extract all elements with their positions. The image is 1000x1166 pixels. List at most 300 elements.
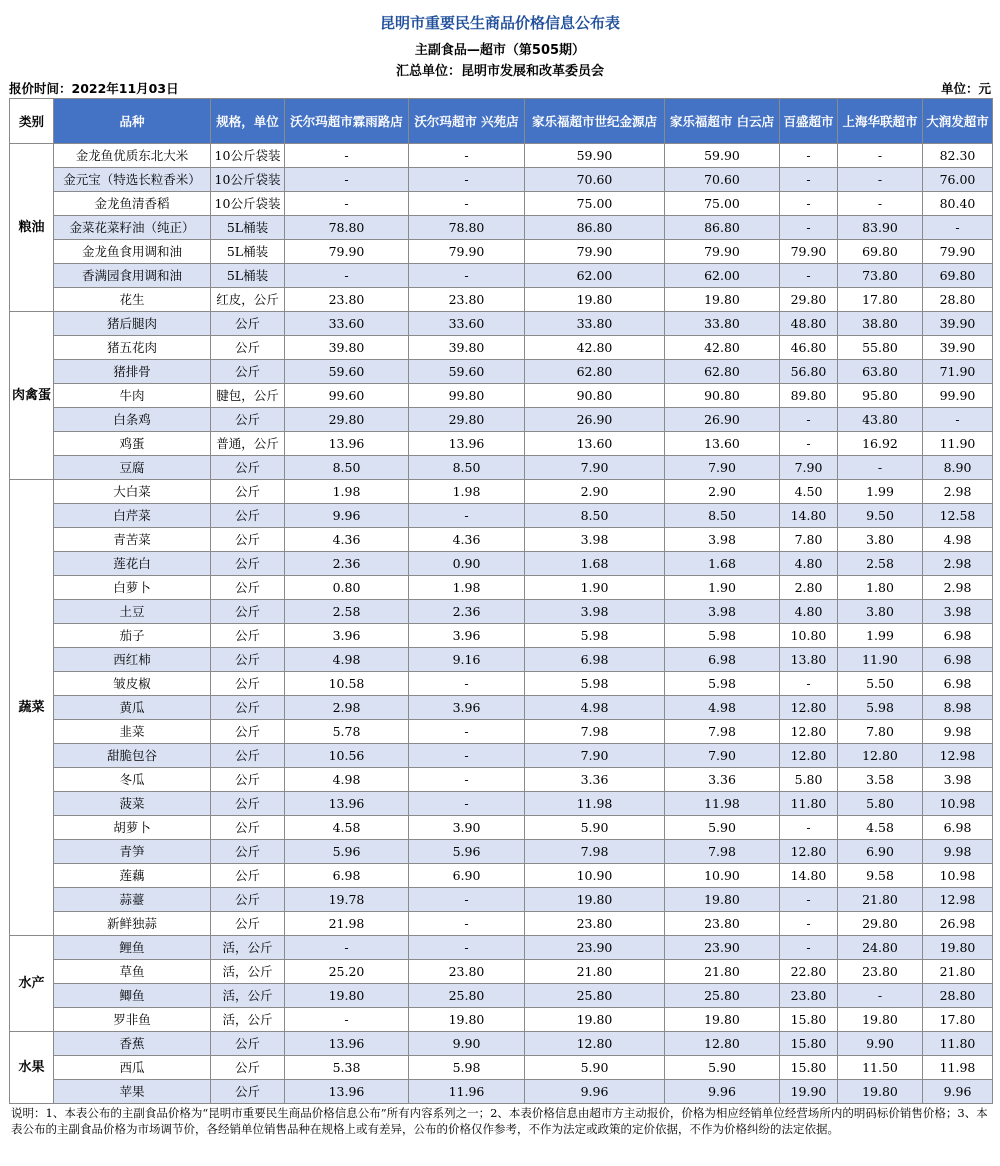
price-cell: 4.58 [838, 816, 923, 840]
price-cell: 12.80 [780, 720, 838, 744]
price-cell: 69.80 [923, 264, 993, 288]
spec-cell: 公斤 [211, 840, 285, 864]
product-name-cell: 金元宝（特选长粒香米） [54, 168, 211, 192]
price-cell: 5.96 [409, 840, 525, 864]
price-cell: 9.16 [409, 648, 525, 672]
price-cell: - [285, 264, 409, 288]
price-cell: - [780, 216, 838, 240]
spec-cell: 活，公斤 [211, 936, 285, 960]
product-name-cell: 金龙鱼食用调和油 [54, 240, 211, 264]
price-cell: 4.98 [285, 768, 409, 792]
price-cell: 19.80 [285, 984, 409, 1008]
price-cell: - [285, 168, 409, 192]
table-row [10, 1032, 993, 1056]
price-cell: 42.80 [665, 336, 780, 360]
price-cell: 9.98 [923, 840, 993, 864]
table-header-row [10, 99, 993, 144]
price-cell: 75.00 [665, 192, 780, 216]
price-cell: 8.50 [525, 504, 665, 528]
price-cell: 5.38 [285, 1056, 409, 1080]
page-subtitle: 主副食品—超市（第505期） [414, 43, 586, 58]
price-cell: 56.80 [780, 360, 838, 384]
price-cell: 38.80 [838, 312, 923, 336]
price-cell: 4.98 [285, 648, 409, 672]
spec-cell: 公斤 [211, 744, 285, 768]
spec-cell: 公斤 [211, 816, 285, 840]
product-name-cell: 大白菜 [54, 480, 211, 504]
spec-cell: 公斤 [211, 552, 285, 576]
price-cell: 21.80 [838, 888, 923, 912]
product-name-cell: 黄瓜 [54, 696, 211, 720]
price-cell: - [780, 912, 838, 936]
price-cell: 3.90 [409, 816, 525, 840]
price-cell: 5.90 [665, 816, 780, 840]
price-cell: 39.90 [923, 312, 993, 336]
product-name-cell: 青苦菜 [54, 528, 211, 552]
price-cell: 62.80 [665, 360, 780, 384]
price-cell: 3.96 [409, 624, 525, 648]
currency-unit: 单位：元 [940, 81, 991, 96]
price-cell: 0.80 [285, 576, 409, 600]
price-cell: 25.80 [409, 984, 525, 1008]
price-cell: 7.80 [838, 720, 923, 744]
price-cell: 3.80 [838, 600, 923, 624]
price-cell: 33.60 [285, 312, 409, 336]
price-cell: 78.80 [409, 216, 525, 240]
price-cell: - [409, 912, 525, 936]
price-cell: - [409, 768, 525, 792]
price-cell: 99.80 [409, 384, 525, 408]
price-cell: 19.80 [838, 1008, 923, 1032]
footnote: 说明：1、本表公布的主副食品价格为“昆明市重要民生商品价格信息公布”所有内容系列之一；2、本表价格信息由超市方主动报价，价格为相应经销单位经营场所内的明码标价销售价格；3、本表公布的主副食品价格为市场调节价，各经销单位销售品种在规格上或有差异，公布的价格仅作参考，不作为法定或政策的定价依据，不作为价格纠纷的法定依据。 [11, 1106, 988, 1136]
price-cell: 5.90 [665, 1056, 780, 1080]
price-cell: 8.98 [923, 696, 993, 720]
price-cell: 59.60 [409, 360, 525, 384]
table-row [10, 1056, 993, 1080]
table-row [10, 648, 993, 672]
table-row [10, 768, 993, 792]
price-cell: 0.90 [409, 552, 525, 576]
price-cell: 12.80 [525, 1032, 665, 1056]
table-row [10, 888, 993, 912]
product-name-cell: 胡萝卜 [54, 816, 211, 840]
table-row [10, 744, 993, 768]
price-cell: 5.98 [665, 672, 780, 696]
price-cell: - [838, 192, 923, 216]
table-row [10, 192, 993, 216]
price-cell: 75.00 [525, 192, 665, 216]
price-cell: 10.98 [923, 864, 993, 888]
table-row [10, 624, 993, 648]
column-header: 百盛超市 [780, 99, 838, 144]
price-cell: 5.80 [780, 768, 838, 792]
price-cell: 1.98 [409, 480, 525, 504]
price-cell: 6.98 [285, 864, 409, 888]
price-cell: 1.98 [409, 576, 525, 600]
price-cell: 9.96 [525, 1080, 665, 1104]
price-cell: 5.98 [525, 624, 665, 648]
product-name-cell: 新鲜独蒜 [54, 912, 211, 936]
table-row [10, 864, 993, 888]
price-cell: - [780, 168, 838, 192]
price-cell: - [780, 888, 838, 912]
price-cell: 33.80 [665, 312, 780, 336]
price-cell: 59.90 [525, 144, 665, 168]
price-cell: 5.98 [838, 696, 923, 720]
spec-cell: 10公斤袋装 [211, 144, 285, 168]
price-cell: 29.80 [409, 408, 525, 432]
spec-cell: 公斤 [211, 792, 285, 816]
price-cell: 13.96 [285, 1080, 409, 1104]
price-cell: 5.90 [525, 1056, 665, 1080]
product-name-cell: 鸡蛋 [54, 432, 211, 456]
price-cell: 13.96 [285, 432, 409, 456]
spec-cell: 公斤 [211, 504, 285, 528]
price-cell: 19.80 [525, 888, 665, 912]
product-name-cell: 菠菜 [54, 792, 211, 816]
price-cell: 21.80 [665, 960, 780, 984]
price-cell: 2.98 [923, 480, 993, 504]
price-cell: 26.90 [525, 408, 665, 432]
price-cell: 80.40 [923, 192, 993, 216]
table-row [10, 360, 993, 384]
price-cell: 6.90 [409, 864, 525, 888]
price-cell: 12.98 [923, 744, 993, 768]
product-name-cell: 皱皮椒 [54, 672, 211, 696]
table-row [10, 480, 993, 504]
product-name-cell: 莲藕 [54, 864, 211, 888]
table-row [10, 264, 993, 288]
price-cell: 14.80 [780, 504, 838, 528]
price-cell: 19.80 [525, 288, 665, 312]
price-cell: 71.90 [923, 360, 993, 384]
table-row [10, 936, 993, 960]
price-cell: 7.80 [780, 528, 838, 552]
page-title: 昆明市重要民生商品价格信息公布表 [379, 14, 620, 32]
price-cell: - [285, 144, 409, 168]
category-cell: 蔬菜 [10, 480, 54, 936]
spec-cell: 活，公斤 [211, 984, 285, 1008]
price-cell: 5.50 [838, 672, 923, 696]
price-cell: - [409, 168, 525, 192]
price-cell: 1.99 [838, 480, 923, 504]
price-cell: 6.98 [923, 816, 993, 840]
price-cell: 13.96 [285, 792, 409, 816]
price-cell: - [780, 816, 838, 840]
price-cell: 21.80 [525, 960, 665, 984]
price-cell: - [780, 408, 838, 432]
column-header: 品种 [54, 99, 211, 144]
spec-cell: 红皮，公斤 [211, 288, 285, 312]
price-cell: 4.80 [780, 552, 838, 576]
spec-cell: 公斤 [211, 888, 285, 912]
table-row [10, 672, 993, 696]
product-name-cell: 茄子 [54, 624, 211, 648]
price-cell: 1.98 [285, 480, 409, 504]
table-row [10, 600, 993, 624]
table-row [10, 552, 993, 576]
price-cell: - [923, 408, 993, 432]
price-cell: 12.80 [665, 1032, 780, 1056]
price-cell: 1.68 [525, 552, 665, 576]
price-cell: - [409, 936, 525, 960]
price-cell: 3.96 [409, 696, 525, 720]
product-name-cell: 西瓜 [54, 1056, 211, 1080]
spec-cell: 公斤 [211, 624, 285, 648]
price-cell: 7.90 [780, 456, 838, 480]
price-cell: - [923, 216, 993, 240]
price-cell: 9.96 [923, 1080, 993, 1104]
price-cell: - [780, 672, 838, 696]
price-cell: 39.80 [409, 336, 525, 360]
product-name-cell: 鲤鱼 [54, 936, 211, 960]
price-cell: 69.80 [838, 240, 923, 264]
price-cell: 3.98 [923, 768, 993, 792]
price-cell: 12.58 [923, 504, 993, 528]
spec-cell: 公斤 [211, 864, 285, 888]
column-header: 规格，单位 [211, 99, 285, 144]
price-cell: 4.36 [409, 528, 525, 552]
table-row [10, 384, 993, 408]
price-cell: 3.98 [525, 528, 665, 552]
price-cell: 33.60 [409, 312, 525, 336]
price-cell: 79.90 [780, 240, 838, 264]
price-cell: 23.80 [409, 960, 525, 984]
price-cell: 11.80 [923, 1032, 993, 1056]
column-header: 上海华联超市 [838, 99, 923, 144]
column-header: 家乐福超市 白云店 [665, 99, 780, 144]
category-cell: 水果 [10, 1032, 54, 1104]
price-cell: 26.98 [923, 912, 993, 936]
spec-cell: 公斤 [211, 1056, 285, 1080]
spec-cell: 公斤 [211, 600, 285, 624]
table-row [10, 216, 993, 240]
price-cell: 4.36 [285, 528, 409, 552]
product-name-cell: 香满园食用调和油 [54, 264, 211, 288]
price-cell: - [838, 168, 923, 192]
spec-cell: 公斤 [211, 456, 285, 480]
price-cell: 8.90 [923, 456, 993, 480]
product-name-cell: 金龙鱼清香稻 [54, 192, 211, 216]
price-cell: 22.80 [780, 960, 838, 984]
price-cell: 6.98 [923, 672, 993, 696]
table-row [10, 792, 993, 816]
price-cell: 5.98 [525, 672, 665, 696]
price-cell: 28.80 [923, 288, 993, 312]
price-cell: 13.96 [285, 1032, 409, 1056]
spec-cell: 活，公斤 [211, 1008, 285, 1032]
price-cell: 29.80 [780, 288, 838, 312]
product-name-cell: 苹果 [54, 1080, 211, 1104]
price-cell: 19.80 [525, 1008, 665, 1032]
price-cell: 21.98 [285, 912, 409, 936]
price-cell: - [838, 456, 923, 480]
price-cell: - [780, 264, 838, 288]
price-cell: 3.96 [285, 624, 409, 648]
table-row [10, 1080, 993, 1104]
price-cell: 12.80 [838, 744, 923, 768]
price-cell: - [838, 984, 923, 1008]
column-header: 沃尔玛超市 兴苑店 [409, 99, 525, 144]
price-cell: 17.80 [838, 288, 923, 312]
spec-cell: 公斤 [211, 720, 285, 744]
price-cell: - [780, 192, 838, 216]
price-cell: 14.80 [780, 864, 838, 888]
price-cell: 9.96 [285, 504, 409, 528]
column-header: 类别 [10, 99, 54, 144]
price-cell: 1.99 [838, 624, 923, 648]
price-cell: 25.80 [525, 984, 665, 1008]
price-cell: 6.90 [838, 840, 923, 864]
product-name-cell: 草鱼 [54, 960, 211, 984]
price-cell: 23.80 [409, 288, 525, 312]
price-cell: - [409, 504, 525, 528]
price-cell: 19.80 [665, 1008, 780, 1032]
price-cell: 11.98 [525, 792, 665, 816]
price-cell: - [409, 744, 525, 768]
spec-cell: 10公斤袋装 [211, 168, 285, 192]
price-cell: 59.90 [665, 144, 780, 168]
product-name-cell: 白萝卜 [54, 576, 211, 600]
table-row [10, 960, 993, 984]
price-cell: 63.80 [838, 360, 923, 384]
price-cell: 3.98 [923, 600, 993, 624]
price-cell: 95.80 [838, 384, 923, 408]
price-cell: 6.98 [665, 648, 780, 672]
price-cell: 13.80 [780, 648, 838, 672]
price-cell: 12.80 [780, 840, 838, 864]
price-cell: 11.96 [409, 1080, 525, 1104]
price-cell: 2.58 [285, 600, 409, 624]
price-cell: 12.80 [780, 744, 838, 768]
price-cell: 99.90 [923, 384, 993, 408]
product-name-cell: 金龙鱼优质东北大米 [54, 144, 211, 168]
price-cell: 8.50 [665, 504, 780, 528]
price-cell: 4.98 [923, 528, 993, 552]
spec-cell: 腱包，公斤 [211, 384, 285, 408]
price-cell: 79.90 [525, 240, 665, 264]
price-cell: 23.80 [838, 960, 923, 984]
spec-cell: 公斤 [211, 312, 285, 336]
price-cell: 11.80 [780, 792, 838, 816]
quote-date: 报价时间：2022年11月03日 [9, 81, 179, 96]
price-cell: - [285, 192, 409, 216]
price-cell: 39.90 [923, 336, 993, 360]
price-cell: 4.98 [525, 696, 665, 720]
product-name-cell: 牛肉 [54, 384, 211, 408]
price-cell: 2.36 [285, 552, 409, 576]
price-cell: 83.90 [838, 216, 923, 240]
column-header: 大润发超市 [923, 99, 993, 144]
table-row [10, 840, 993, 864]
table-row [10, 696, 993, 720]
product-name-cell: 猪五花肉 [54, 336, 211, 360]
price-cell: 2.80 [780, 576, 838, 600]
price-cell: 7.98 [525, 720, 665, 744]
price-cell: 19.80 [923, 936, 993, 960]
price-cell: 8.50 [285, 456, 409, 480]
price-cell: 5.98 [409, 1056, 525, 1080]
spec-cell: 5L桶装 [211, 216, 285, 240]
product-name-cell: 蒜薹 [54, 888, 211, 912]
price-cell: 28.80 [923, 984, 993, 1008]
price-cell: - [285, 936, 409, 960]
price-cell: 5.98 [665, 624, 780, 648]
price-cell: 23.80 [665, 912, 780, 936]
price-cell: 3.80 [838, 528, 923, 552]
price-cell: 3.98 [665, 528, 780, 552]
price-cell: 10.56 [285, 744, 409, 768]
table-row [10, 1008, 993, 1032]
spec-cell: 公斤 [211, 576, 285, 600]
table-row [10, 720, 993, 744]
spec-cell: 公斤 [211, 672, 285, 696]
price-cell: 55.80 [838, 336, 923, 360]
price-cell: 21.80 [923, 960, 993, 984]
price-cell: 79.90 [923, 240, 993, 264]
price-cell: 10.90 [525, 864, 665, 888]
price-cell: 23.80 [780, 984, 838, 1008]
price-cell: 7.90 [665, 456, 780, 480]
price-cell: 29.80 [285, 408, 409, 432]
price-cell: 19.80 [665, 288, 780, 312]
spec-cell: 公斤 [211, 528, 285, 552]
price-cell: 9.96 [665, 1080, 780, 1104]
price-cell: 9.90 [409, 1032, 525, 1056]
price-cell: 5.96 [285, 840, 409, 864]
price-cell: 70.60 [665, 168, 780, 192]
spec-cell: 公斤 [211, 1032, 285, 1056]
table-row [10, 576, 993, 600]
price-cell: - [780, 144, 838, 168]
price-cell: 29.80 [838, 912, 923, 936]
price-cell: 23.80 [525, 912, 665, 936]
price-cell: 12.80 [780, 696, 838, 720]
table-row [10, 240, 993, 264]
price-cell: 1.68 [665, 552, 780, 576]
price-cell: 19.78 [285, 888, 409, 912]
price-cell: 25.20 [285, 960, 409, 984]
price-cell: 9.98 [923, 720, 993, 744]
price-cell: 8.50 [409, 456, 525, 480]
price-cell: 6.98 [923, 624, 993, 648]
price-cell: 79.90 [665, 240, 780, 264]
price-cell: 11.90 [838, 648, 923, 672]
product-name-cell: 罗非鱼 [54, 1008, 211, 1032]
product-name-cell: 土豆 [54, 600, 211, 624]
price-cell: 46.80 [780, 336, 838, 360]
price-cell: 25.80 [665, 984, 780, 1008]
price-cell: 15.80 [780, 1008, 838, 1032]
price-cell: 7.90 [525, 744, 665, 768]
price-cell: 13.60 [665, 432, 780, 456]
product-name-cell: 豆腐 [54, 456, 211, 480]
price-cell: 3.58 [838, 768, 923, 792]
price-cell: 2.58 [838, 552, 923, 576]
price-cell: 78.80 [285, 216, 409, 240]
price-cell: 3.36 [525, 768, 665, 792]
price-cell: 23.90 [665, 936, 780, 960]
table-row [10, 816, 993, 840]
price-cell: 82.30 [923, 144, 993, 168]
column-header: 沃尔玛超市霖雨路店 [285, 99, 409, 144]
product-name-cell: 猪后腿肉 [54, 312, 211, 336]
price-cell: 62.00 [525, 264, 665, 288]
price-cell: 2.90 [665, 480, 780, 504]
spec-cell: 公斤 [211, 408, 285, 432]
table-row [10, 336, 993, 360]
price-cell: 10.58 [285, 672, 409, 696]
